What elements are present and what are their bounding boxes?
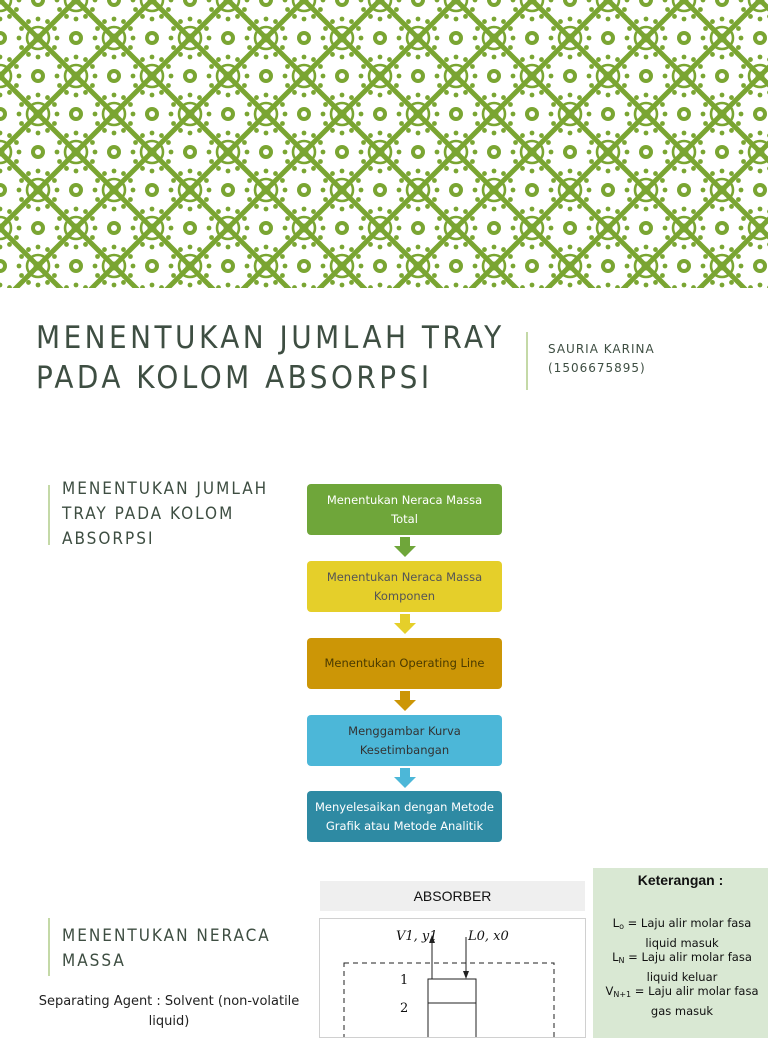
geometric-pattern-graphic: [0, 0, 768, 288]
legend-subscript: o: [619, 922, 624, 931]
section1-title: MENENTUKAN JUMLAH TRAY PADA KOLOM ABSORPSI: [62, 479, 269, 549]
vapor-out-label: V1, y1: [396, 929, 438, 944]
section2-title: MENENTUKAN NERACA MASSA: [62, 926, 271, 971]
stage-2-label: 2: [400, 1001, 409, 1016]
flowchart-step-1: Menentukan Neraca Massa Total: [307, 484, 502, 535]
slide-title: MENENTUKAN JUMLAH TRAY PADA KOLOM ABSORPSI: [36, 320, 505, 396]
title-divider: [526, 332, 528, 390]
stage-1-label: 1: [400, 973, 409, 988]
legend-text: = Laju alir molar fasa liquid masuk: [627, 916, 752, 950]
legend-subscript: N+1: [613, 990, 632, 999]
legend-subscript: N: [618, 956, 625, 965]
legend-item-lo: [596, 915, 768, 952]
absorber-column-graphic: [320, 919, 586, 1038]
arrow-down-icon: [394, 768, 416, 788]
legend-text: = Laju alir molar fasa liquid keluar: [628, 950, 752, 984]
section2-divider: [48, 918, 50, 976]
flowchart-step-2: Menentukan Neraca Massa Komponen: [307, 561, 502, 612]
arrow-down-icon: [394, 537, 416, 557]
legend-symbol: V: [605, 984, 614, 998]
legend-symbol: L: [612, 950, 619, 964]
author-name: SAURIA KARINA: [548, 342, 655, 356]
legend-symbol: L: [612, 916, 620, 930]
flowchart-step-3: Menentukan Operating Line: [307, 638, 502, 689]
decorative-pattern-banner: [0, 0, 768, 288]
author-block: [548, 340, 655, 378]
arrow-down-icon: [394, 691, 416, 711]
legend-item-vn1: [596, 983, 768, 1020]
author-id: (1506675895): [548, 361, 646, 375]
legend-item-ln: [596, 949, 768, 986]
arrow-down-icon: [394, 614, 416, 634]
liquid-in-label: L0, x0: [468, 929, 509, 944]
section1-divider: [48, 485, 50, 545]
absorber-heading: ABSORBER: [320, 881, 585, 911]
absorber-diagram: [319, 918, 586, 1038]
flowchart-step-4: Menggambar Kurva Kesetimbangan: [307, 715, 502, 766]
flowchart-step-5: Menyelesaikan dengan Metode Grafik atau Metode Analitik: [307, 791, 502, 842]
separating-agent-text: Separating Agent : Solvent (non-volatile liquid): [38, 994, 300, 1029]
legend-title: Keterangan :: [637, 872, 724, 888]
legend-text: = Laju alir molar fasa gas masuk: [634, 984, 759, 1018]
